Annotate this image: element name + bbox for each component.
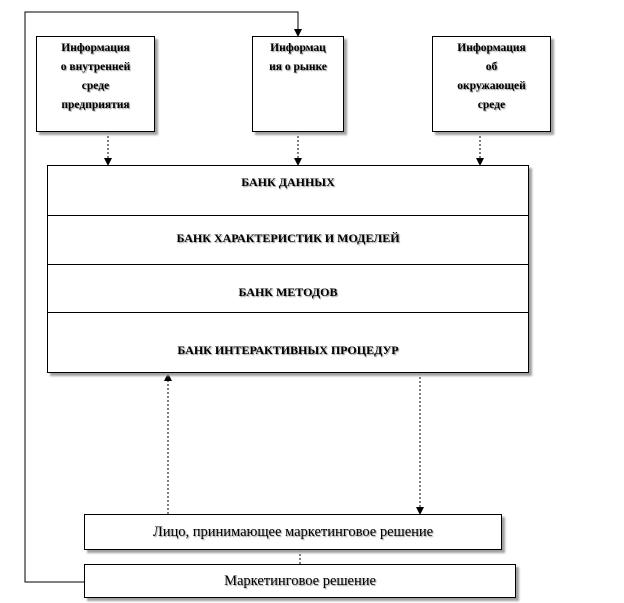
bank-row-models: БАНК ХАРАКТЕРИСТИК И МОДЕЛЕЙ [48, 216, 528, 265]
info1-line-4: предприятия [61, 99, 130, 111]
bank-block [47, 165, 529, 373]
info2-line-2: ия о рынке [269, 61, 327, 73]
marketing-decision-box [84, 564, 516, 598]
info3-line-1: Информация [457, 42, 526, 54]
decision-maker-label: Лицо, принимающее маркетинговое решение [152, 523, 434, 540]
bank-row-interactive: БАНК ИНТЕРАКТИВНЫХ ПРОЦЕДУР [177, 343, 399, 357]
info3-line-4: среде [477, 99, 506, 111]
info-internal-environment-box [36, 36, 155, 132]
info-market-box [252, 36, 344, 132]
bank-row-data: БАНК ДАННЫХ [48, 166, 528, 216]
bank-row-methods: БАНК МЕТОДОВ [48, 265, 528, 313]
info3-line-2: об [485, 61, 498, 73]
info1-line-3: среде [81, 80, 110, 92]
info2-line-1: Информац [270, 42, 326, 54]
decision-maker-box [84, 514, 502, 550]
info1-line-2: о внутренней [60, 61, 131, 73]
info1-line-1: Информация [61, 42, 130, 54]
marketing-decision-label: Маркетинговое решение [224, 572, 376, 589]
info3-line-3: окружающей [457, 80, 526, 92]
info-external-environment-box [432, 36, 551, 132]
